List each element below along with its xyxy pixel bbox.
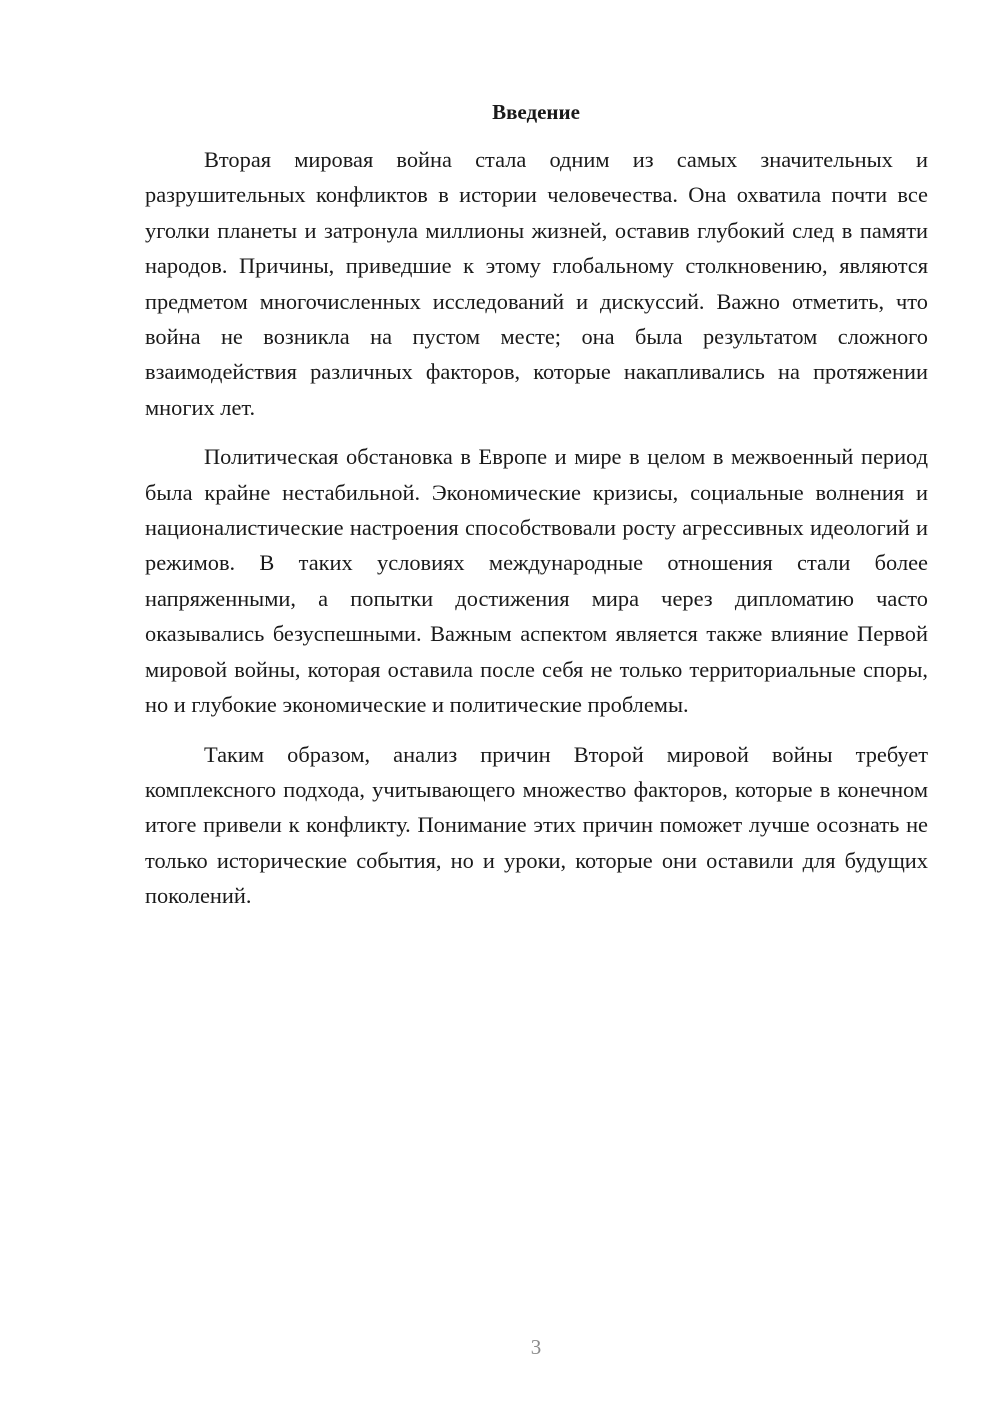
section-title: Введение: [492, 100, 580, 124]
paragraph: Таким образом, анализ причин Второй мировой войны требует комплексного подхода, учитывающего множество факторов, которые в конечном итоге привели к конфликту. Понимание этих причин поможет лучше осознать не только исторические события, но и уроки, которые они оставили для будущих поколений.: [145, 741, 928, 909]
paragraph: Политическая обстановка в Европе и мире в целом в межвоенный период была крайне нестабильной. Экономические кризисы, социальные волнения и националистические настроения способствовали росту агрессивных идеологий и режимов. В таких условиях международные отношения стали более напряженными, а попытки достижения мира через дипломатию часто оказывались безуспешными. Важным аспектом является также влияние Первой мировой войны, которая оставила после себя не только территориальные споры, но и глубокие экономические и политические проблемы.: [145, 444, 928, 718]
body-text: [145, 142, 928, 928]
paragraph: Вторая мировая война стала одним из самых значительных и разрушительных конфликтов в истории человечества. Она охватила почти все уголки планеты и затронула миллионы жизней, оставив глубокий след в памяти народов. Причины, приведшие к этому глобальному столкновению, являются предметом многочисленных исследований и дискуссий. Важно отметить, что война не возникла на пустом месте; она была результатом сложного взаимодействия различных факторов, которые накапливались на протяжении многих лет.: [145, 147, 928, 420]
page-number: 3: [530, 1335, 542, 1359]
